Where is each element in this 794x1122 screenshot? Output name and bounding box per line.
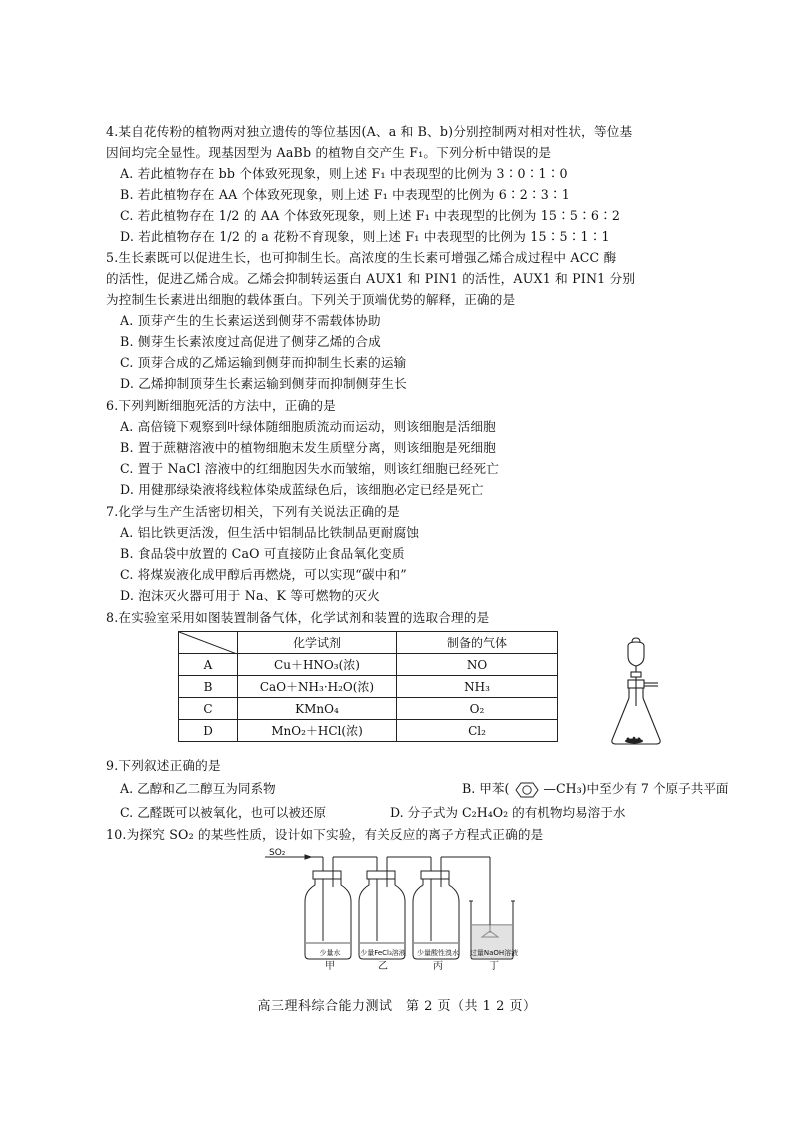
row-reagent: MnO₂＋HCl(浓) [238, 720, 397, 742]
table-row [179, 720, 558, 742]
row-label: D [179, 720, 238, 742]
table-row [179, 676, 558, 698]
reagent-table [178, 631, 558, 742]
q4-option-b: B. 若此植物存在 AA 个体致死现象，则上述 F₁ 中表现型的比例为 6∶2∶3∶1 [120, 187, 570, 202]
q5-option-c: C. 顶芽合成的乙烯运输到侧芽而抑制生长素的运输 [120, 355, 407, 370]
diagonal-line [179, 632, 237, 654]
q9-option-d: D. 分子式为 C₂H₄O₂ 的有机物均易溶于水 [390, 805, 626, 820]
q4-option-d: D. 若此植物存在 1/2 的 a 花粉不育现象，则上述 F₁ 中表现型的比例为 15∶5∶1∶1 [120, 229, 610, 244]
row-reagent: CaO＋NH₃·H₂O(浓) [238, 676, 397, 698]
q9-option-b-suffix: )中至少有 7 个原子共平面 [581, 781, 729, 796]
q9-stem: 9.下列叙述正确的是 [106, 758, 221, 773]
q6-option-a: A. 高倍镜下观察到叶绿体随细胞质流动而运动，则该细胞是活细胞 [120, 419, 496, 434]
q4-stem-line1: 4.某自花传粉的植物两对独立遗传的等位基因(A、a 和 B、b)分别控制两对相对性状，等位基 [106, 124, 633, 139]
page-footer: 高三理科综合能力测试 第 2 页（共 1 2 页） [257, 999, 537, 1014]
q6-stem: 6.下列判断细胞死活的方法中，正确的是 [106, 398, 336, 413]
q5-option-b: B. 侧芽生长素浓度过高促进了侧芽乙烯的合成 [120, 334, 381, 349]
table-corner-cell [179, 632, 238, 654]
q7-option-d: D. 泡沫灭火器可用于 Na、K 等可燃物的灭火 [120, 588, 380, 603]
q9-option-b [462, 779, 729, 799]
q6-option-c: C. 置于 NaCl 溶液中的红细胞因失水而皱缩，则该红细胞已经死亡 [120, 461, 500, 476]
q9-option-a: A. 乙醇和乙二醇互为同系物 [120, 781, 276, 796]
bottle-name-label: 乙 [378, 961, 388, 972]
row-reagent: KMnO₄ [238, 698, 397, 720]
bottle-name-label: 丁 [489, 961, 499, 972]
row-label: C [179, 698, 238, 720]
table-row [179, 698, 558, 720]
row-gas: NO [397, 654, 558, 676]
q4-option-a: A. 若此植物存在 bb 个体致死现象，则上述 F₁ 中表现型的比例为 3∶0∶1∶0 [120, 166, 568, 181]
q7-option-c: C. 将煤炭液化成甲醇后再燃烧，可以实现“碳中和” [120, 567, 407, 582]
q8-stem: 8.在实验室采用如图装置制备气体，化学试剂和装置的选取合理的是 [106, 610, 490, 625]
header-reagent: 化学试剂 [238, 632, 397, 654]
q7-stem: 7.化学与生产生活密切相关，下列有关说法正确的是 [106, 504, 400, 519]
q6-option-d: D. 用健那绿染液将线粒体染成蓝绿色后，该细胞必定已经是死亡 [120, 482, 484, 497]
table-row [179, 654, 558, 676]
bottle-content-label: 少量FeCl₃溶液 [360, 949, 406, 957]
q9-option-b-methyl: —CH₃ [543, 781, 582, 796]
row-label: A [179, 654, 238, 676]
bottle-content-label: 少量水 [319, 949, 341, 957]
q6-option-b: B. 置于蔗糖溶液中的植物细胞未发生质壁分离，则该细胞是死细胞 [120, 440, 497, 455]
benzene-ring-icon [509, 782, 543, 798]
flask-apparatus-illustration [608, 636, 678, 751]
gas-inlet-label: SO₂ [269, 848, 286, 858]
q5-stem-line2: 的活性，促进乙烯合成。乙烯会抑制转运蛋白 AUX1 和 PIN1 的活性，AUX1 和 PIN1 分别 [106, 271, 636, 286]
row-gas: NH₃ [397, 676, 558, 698]
q5-option-a: A. 顶芽产生的生长素运送到侧芽不需载体协助 [120, 313, 381, 328]
bottle-name-label: 甲 [325, 961, 335, 972]
q5-stem-line1: 5.生长素既可以促进生长，也可抑制生长。高浓度的生长素可增强乙烯合成过程中 ACC 酶 [106, 250, 617, 265]
header-gas: 制备的气体 [397, 632, 558, 654]
q5-stem-line3: 为控制生长素进出细胞的载体蛋白。下列关于顶端优势的解释，正确的是 [106, 292, 516, 307]
row-gas: Cl₂ [397, 720, 558, 742]
row-label: B [179, 676, 238, 698]
row-reagent: Cu＋HNO₃(浓) [238, 654, 397, 676]
q4-stem-line2: 因间均完全显性。现基因型为 AaBb 的植物自交产生 F₁。下列分析中错误的是 [106, 145, 552, 160]
q7-option-b: B. 食品袋中放置的 CaO 可直接防止食品氧化变质 [120, 546, 405, 561]
q10-stem: 10.为探究 SO₂ 的某些性质，设计如下实验，有关反应的离子方程式正确的是 [106, 827, 544, 842]
bottle-content-label: 少量酸性溴水 [417, 949, 459, 957]
bottle-content-label: 过量NaOH溶液 [469, 949, 519, 957]
row-gas: O₂ [397, 698, 558, 720]
table-header-row [179, 632, 558, 654]
bottle-name-label: 丙 [433, 961, 443, 972]
q7-option-a: A. 铝比铁更活泼，但生活中铝制品比铁制品更耐腐蚀 [120, 525, 420, 540]
q4-option-c: C. 若此植物存在 1/2 的 AA 个体致死现象，则上述 F₁ 中表现型的比例为 15∶5∶6∶2 [120, 208, 621, 223]
q5-option-d: D. 乙烯抑制顶芽生长素运输到侧芽而抑制侧芽生长 [120, 376, 407, 391]
q9-option-b-prefix: B. 甲苯( [462, 781, 510, 796]
q9-option-c: C. 乙醛既可以被氧化，也可以被还原 [120, 805, 327, 820]
